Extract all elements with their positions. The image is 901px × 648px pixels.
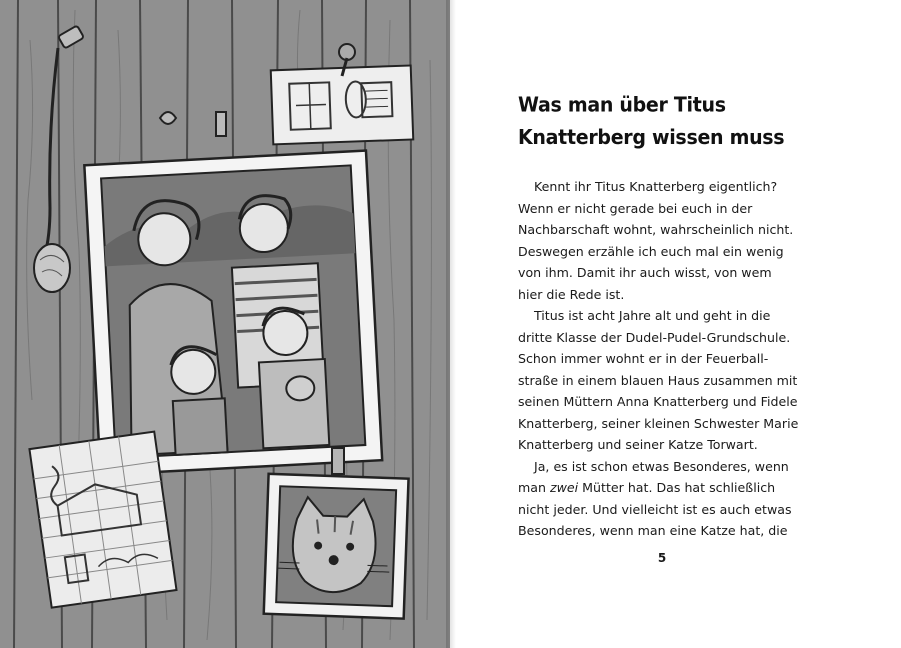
text-line	[518, 477, 850, 499]
paragraph-3	[518, 456, 850, 542]
text-line: Kennt ihr Titus Knatterberg eigentlich?	[534, 179, 778, 194]
text-line: Knatterberg und seiner Katze Torwart.	[518, 437, 758, 452]
emphasis: zwei	[549, 480, 579, 495]
book-gutter	[446, 0, 456, 648]
text-line: Ja, es ist schon etwas Besonderes, wenn	[534, 458, 789, 474]
text-fragment: Mütter hat. Das hat schließlich	[582, 480, 776, 495]
chapter-title	[518, 89, 848, 154]
chapter-title-line-1: Was man über Titus	[518, 93, 726, 118]
text-line: Knatterberg, seiner kleinen Schwester Marie	[518, 415, 799, 431]
page-number: 5	[657, 551, 667, 565]
body-text	[518, 176, 850, 542]
text-line: Titus ist acht Jahre alt und geht in die	[534, 308, 771, 323]
text-line: dritte Klasse der Dudel-Pudel-Grundschule.	[518, 329, 791, 345]
chapter-title-line-2: Knatterberg wissen muss	[518, 125, 785, 150]
text-line: Schon immer wohnt er in der Feuerball-	[518, 351, 769, 366]
text-line: nicht jeder. Und vielleicht ist es auch etwas	[518, 501, 792, 517]
text-page	[456, 0, 901, 648]
family-photo-wall-illustration	[0, 0, 450, 648]
text-line: straße in einem blauen Haus zusammen mit	[518, 372, 798, 388]
text-line: Wenn er nicht gerade bei euch in der	[518, 200, 753, 216]
text-fragment: man	[518, 480, 546, 495]
paragraph-2	[518, 305, 850, 456]
paragraph-1	[518, 176, 850, 305]
text-line: hier die Rede ist.	[518, 286, 625, 302]
illustration-page	[0, 0, 450, 648]
text-line: Nachbarschaft wohnt, wahrscheinlich nicht.	[518, 222, 794, 237]
text-line: Deswegen erzähle ich euch mal ein wenig	[518, 243, 784, 259]
text-line: von ihm. Damit ihr auch wisst, von wem	[518, 265, 772, 280]
text-line: seinen Müttern Anna Knatterberg und Fidele	[518, 394, 798, 409]
text-line: Besonderes, wenn man eine Katze hat, die	[518, 523, 788, 538]
